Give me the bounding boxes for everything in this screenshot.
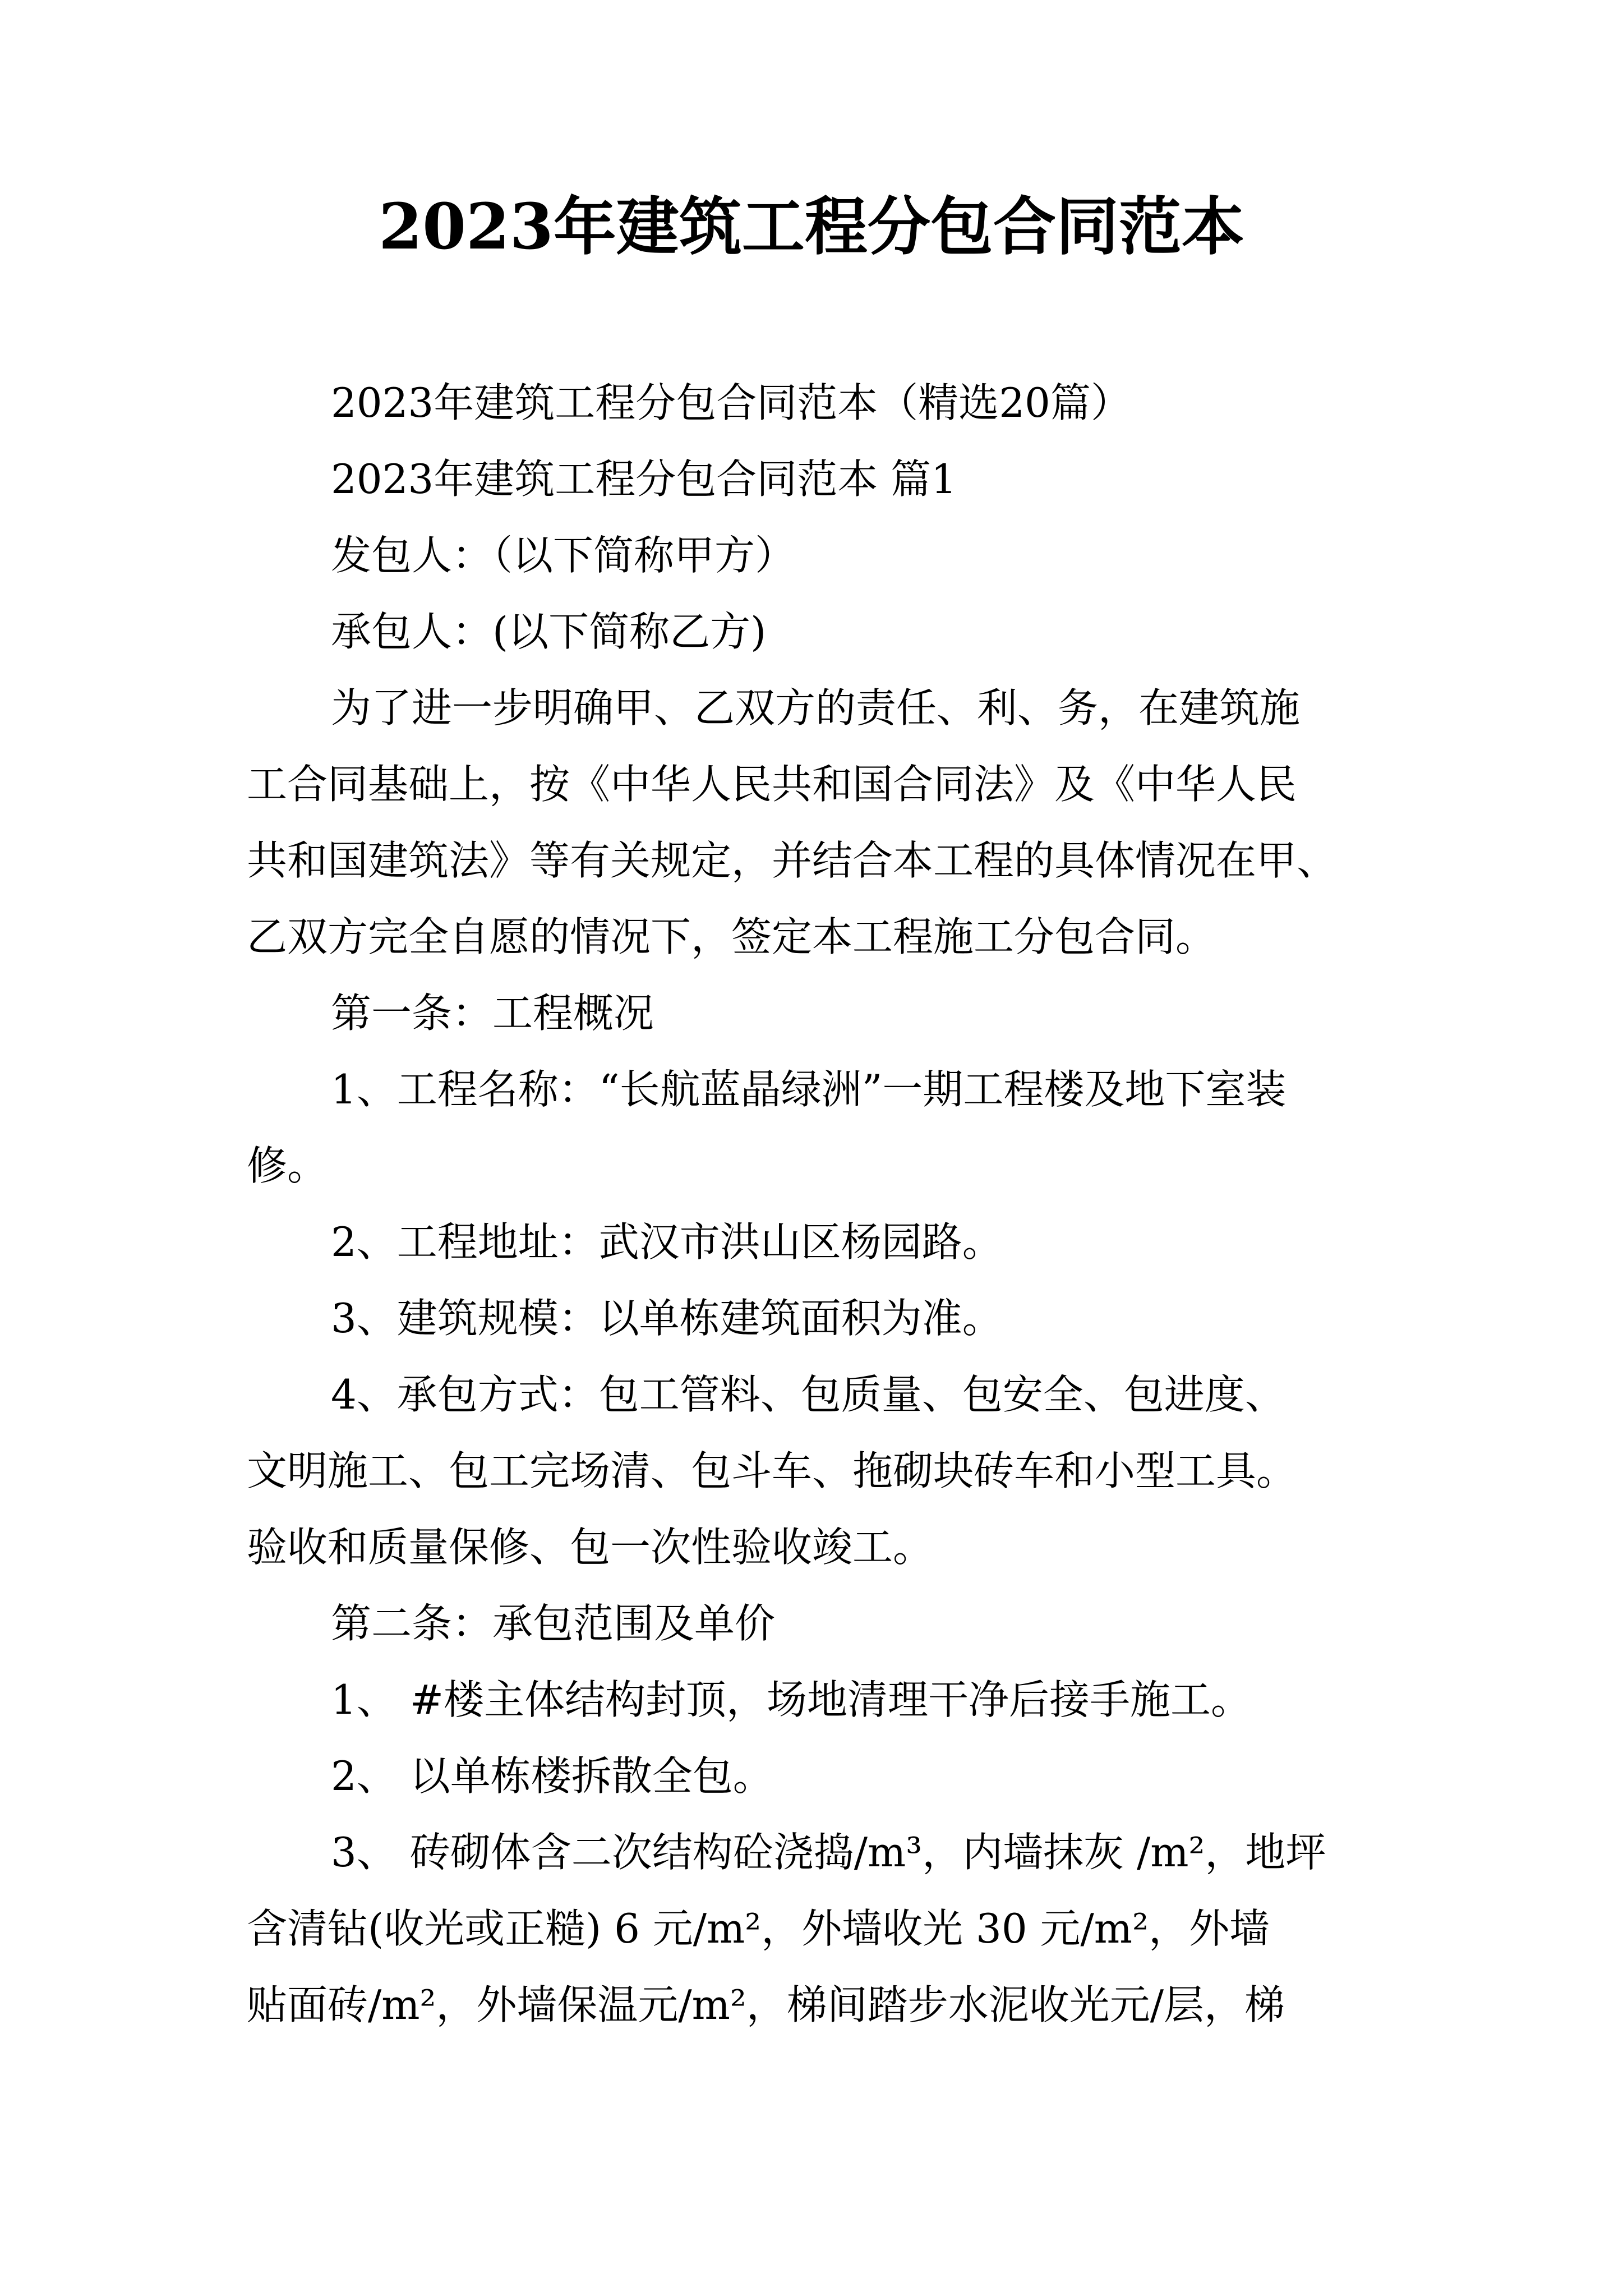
paragraph-line: 第一条：工程概况: [331, 990, 654, 1037]
paragraph-line: 1、 #楼主体结构封顶，场地清理干净后接手施工。: [331, 1676, 1252, 1723]
document-title: 2023年建筑工程分包合同范本: [379, 190, 1244, 264]
paragraph-line: 2023年建筑工程分包合同范本 篇1: [331, 455, 957, 503]
paragraph-line: 1、工程名称：“长航蓝晶绿洲”一期工程楼及地下室装: [331, 1066, 1287, 1113]
paragraph-line: 承包人：(以下简称乙方): [331, 608, 767, 655]
paragraph-line: 4、承包方式：包工管料、包质量、包安全、包进度、: [331, 1371, 1285, 1418]
paragraph-line: 3、 砖砌体含二次结构砼浇捣/m³，内墙抹灰 /m²，地坪: [331, 1829, 1326, 1876]
paragraph-line: 为了进一步明确甲、乙双方的责任、利、务，在建筑施: [331, 684, 1301, 731]
paragraph-line: 2、工程地址：武汉市洪山区杨园路。: [331, 1218, 1003, 1266]
paragraph-line: 修。: [247, 1142, 328, 1189]
paragraph-line: 含清钻(收光或正糙) 6 元/m²，外墙收光 30 元/m²，外墙: [247, 1905, 1270, 1952]
paragraph-line: 工合同基础上，按《中华人民共和国合同法》及《中华人民: [247, 761, 1297, 808]
paragraph-line: 文明施工、包工完场清、包斗车、拖砌块砖车和小型工具。: [247, 1447, 1297, 1494]
paragraph-line: 第二条：承包范围及单价: [331, 1600, 776, 1647]
paragraph-line: 2、 以单栋楼拆散全包。: [331, 1752, 773, 1800]
paragraph-line: 发包人：（以下简称甲方）: [331, 532, 796, 579]
paragraph-line: 3、建筑规模：以单栋建筑面积为准。: [331, 1295, 1003, 1342]
paragraph-line: 2023年建筑工程分包合同范本（精选20篇）: [331, 379, 1131, 426]
paragraph-line: 贴面砖/m²，外墙保温元/m²，梯间踏步水泥收光元/层，梯: [247, 1981, 1285, 2028]
paragraph-line: 验收和质量保修、包一次性验收竣工。: [247, 1524, 934, 1571]
paragraph-line: 乙双方完全自愿的情况下，签定本工程施工分包合同。: [247, 913, 1216, 960]
document-body: [247, 365, 1380, 2043]
paragraph-line: 共和国建筑法》等有关规定，并结合本工程的具体情况在甲、: [247, 837, 1338, 884]
